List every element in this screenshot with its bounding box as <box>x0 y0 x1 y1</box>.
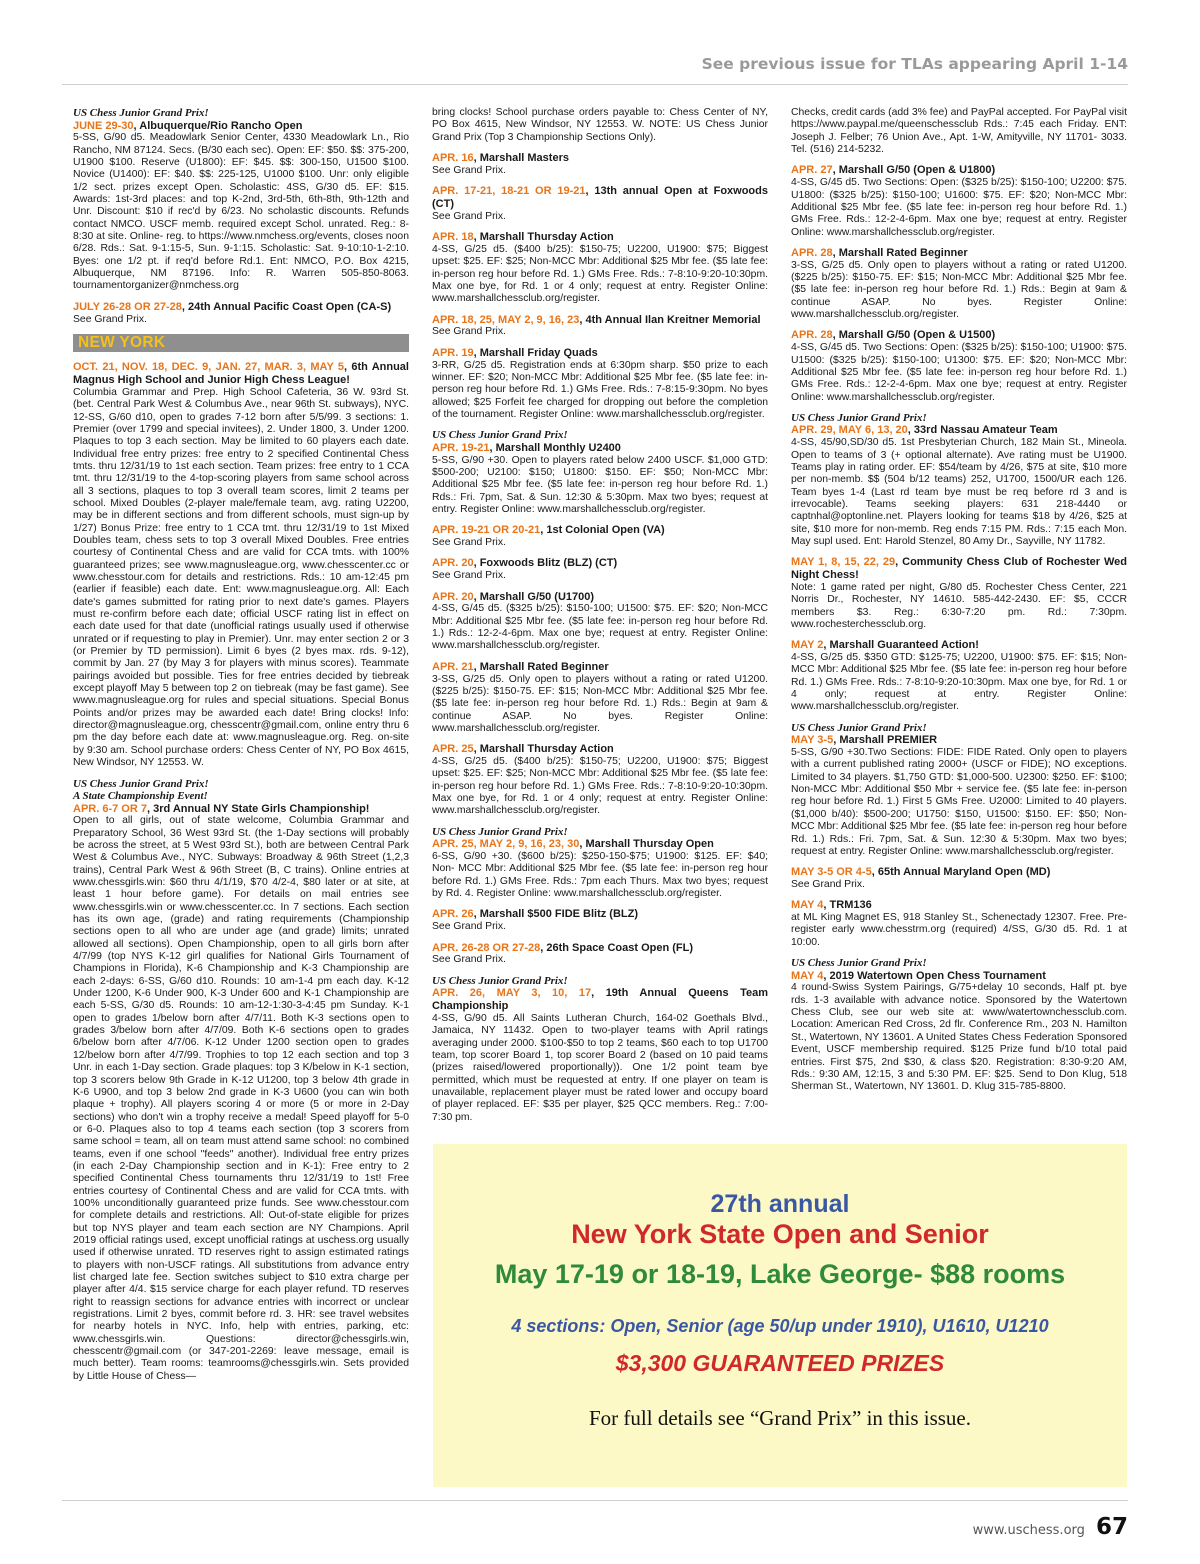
heading-separator: , <box>540 941 547 954</box>
event-details <box>432 851 768 900</box>
event-title: Marshall Rated Beginner <box>479 660 609 673</box>
event-title: 13th annual Open at Foxwoods (CT) <box>432 185 768 210</box>
event-listing <box>73 361 409 769</box>
event-detail-text: See Grand Prix. <box>432 326 506 338</box>
event-heading <box>432 591 768 604</box>
heading-separator: , <box>823 969 830 982</box>
event-listing <box>432 314 768 339</box>
heading-separator: , <box>473 557 480 570</box>
heading-separator: , <box>823 639 830 652</box>
event-title: Marshall PREMIER <box>839 734 938 747</box>
event-title: 3rd Annual NY State Girls Championship! <box>153 802 370 815</box>
event-title: 33rd Nassau Amateur Team <box>913 424 1058 437</box>
event-dates: OCT. 21, NOV. 18, DEC. 9, JAN. 27, MAR. 3, MAY 5 <box>73 361 344 374</box>
event-listing <box>432 908 768 933</box>
event-details <box>73 314 409 326</box>
event-details <box>432 244 768 306</box>
event-dates: JULY 26-28 OR 27-28 <box>73 300 182 313</box>
heading-separator: , <box>133 119 140 132</box>
event-title: Marshall $500 FIDE Blitz (BLZ) <box>479 908 639 921</box>
event-details <box>791 177 1127 239</box>
event-listing <box>432 524 768 549</box>
event-dates: APR. 19 <box>432 346 474 359</box>
event-heading <box>432 987 768 1013</box>
heading-separator: , <box>871 866 878 879</box>
event-dates: APR. 20 <box>432 590 474 603</box>
event-listing <box>791 329 1127 404</box>
event-details <box>791 342 1127 404</box>
event-dates: MAY 4 <box>791 969 824 982</box>
heading-separator: , <box>823 899 830 912</box>
event-listing <box>791 107 1127 156</box>
event-details <box>432 921 768 933</box>
nys-open-advertisement <box>433 1144 1127 1487</box>
event-heading <box>791 866 1127 879</box>
ad-dates-location: May 17-19 or 18-19, Lake George- $88 rooms <box>494 1259 1066 1289</box>
event-heading <box>73 120 409 133</box>
event-details <box>432 1013 768 1124</box>
event-detail-text: 4-SS, G/45 d5. Two Sections: Open: ($325 b/25): $150-100; U1900: $75. U1500: ($325 b/25): $150-100; U1300: $75. EF: $20; Non-MCC Mbr: Additional $25 Mbr fee. ($5 late fee: in-person reg hour before Rd. 1.) GMs Free. Rds.: 12-2-4-6pm. Max one bye; request at entry. Register Online: www.marshallchessclub.org/register. <box>791 342 1127 403</box>
event-dates: APR. 27 <box>791 164 833 177</box>
event-heading <box>73 361 409 387</box>
event-heading <box>791 899 1127 912</box>
event-listing <box>791 164 1127 239</box>
event-detail-text: 3-SS, G/25 d5. Only open to players without a rating or rated U1200. ($225 b/25): $150-75. EF: $15; Non-MCC Mbr: Additional $25 Mbr fee. ($5 late fee: in-person reg hour before Rd. 1.) Rds.: Begin at 9am & continue ASAP. No byes. Register Online: www.marshallchessclub.org/register. <box>791 259 1127 321</box>
event-details <box>791 879 1127 891</box>
event-heading <box>791 247 1127 260</box>
heading-separator: , <box>832 164 839 177</box>
ad-prize-fund: $3,300 GUARANTEED PRIZES <box>615 1350 945 1376</box>
event-title: 2019 Watertown Open Chess Tournament <box>829 969 1046 982</box>
event-listing <box>791 957 1127 1093</box>
event-details <box>73 132 409 292</box>
heading-separator: , <box>585 185 595 198</box>
event-dates: APR. 18 <box>432 231 474 244</box>
heading-separator: , <box>473 152 480 165</box>
event-heading <box>432 908 768 921</box>
event-dates: APR. 18, 25, MAY 2, 9, 16, 23 <box>432 313 580 326</box>
event-detail-text: 5-SS, G/90 d5. Meadowlark Senior Center, 4330 Meadowlark Ln., Rio Rancho, NM 87124. Secs. (B/30 each sec). Open: EF: $50. $$: 375-200, U1900 $100. Reserve (U1800): EF: $45. $$: 300-150, U1500 $100. Novice (U1400): EF: $40. $$: 225-125, U1000 $100. Unr: only eligible 1/2 sect. prizes except Open. Scholastic: 4SS, G/30 d5. EF: $15. Awards: 1st-3rd places: and top K-2nd, 3rd-5th, 6th-8th, 9th-12th and Unr. Discount: $10 if rec'd by 6/23. No scholastic discounts. Refunds contact NMCO. USCF memb. required except Schol. unrated. Reg.: 8-8:30 at site. Online- reg. to https://www.nmchess.org/events, closes noon 6/28. Rds.: Sat. 9-1:15-5, Sun. 9-1:15. Scholastic: Sat. 9-10:10-1-2:10. Byes: one 1/2 pt. if req'd before Rd.1. Ent: NMCO, P.O. Box 4215, Albuquerque, NM 87196. Info: R. Warren 505-850-8063. tournamentorganizer@nmchess.org <box>73 132 409 292</box>
footer-url: www.uschess.org <box>972 1523 1085 1538</box>
event-dates: APR. 16 <box>432 152 474 165</box>
event-title: Marshall G/50 (Open & U1800) <box>838 164 996 177</box>
event-heading <box>432 524 768 537</box>
event-listing <box>73 778 409 1384</box>
heading-separator: , <box>591 987 606 1000</box>
event-detail-text: 3-RR, G/25 d5. Registration ends at 6:30pm sharp. $50 prize to each winner. EF: $20; Non-MCC Mbr: Additional $25 Mbr fee. ($5 late fee: in-person reg hour before Rd. 1.) GMs Free. Rds.: 7-8:15-9:30pm. No byes allowed; $25 Forfeit fee charged for dropping out before the completion of the tournament. Register Online: www.marshallchessclub.org/register. <box>432 359 768 420</box>
grand-prix-tag: US Chess Junior Grand Prix! <box>791 411 927 424</box>
event-listing <box>73 107 409 293</box>
event-details <box>791 107 1127 156</box>
event-listing <box>432 591 768 653</box>
event-title: 26th Space Coast Open (FL) <box>546 941 694 954</box>
heading-separator: , <box>832 329 839 342</box>
event-listing <box>432 826 768 901</box>
event-detail-text: 6-SS, G/90 +30. ($600 b/25): $250-150-$75; U1900: $125. EF: $40; Non- MCC Mbr: Additional $25 Mbr fee. ($5 late fee: in-person reg hour before Rd. 1.) GMs Free. Rds.: 7pm each Thurs. Max two byes; request by Rd. 4. Register Online: www.marshallchessclub.org/register. <box>432 851 768 900</box>
event-dates: APR. 17-21, 18-21 OR 19-21 <box>432 185 586 198</box>
event-details <box>432 107 768 144</box>
heading-separator: , <box>146 802 154 815</box>
grand-prix-tag: US Chess Junior Grand Prix! <box>432 429 568 442</box>
event-heading <box>73 803 409 816</box>
heading-separator: , <box>489 441 496 454</box>
event-detail-text: bring clocks! School purchase orders payable to: Chess Center of NY, PO Box 4615, New Windsor, NY 12553. W. NOTE: US Chess Junior Grand Prix (Top 3 Championship Sections Only). <box>432 107 768 143</box>
heading-separator: , <box>473 346 480 359</box>
event-heading <box>432 185 768 211</box>
event-heading <box>432 557 768 570</box>
listing-column-2 <box>432 107 768 1132</box>
event-dates: APR. 26-28 OR 27-28 <box>432 941 541 954</box>
event-title: 19th Annual Queens Team Championship <box>432 987 768 1013</box>
event-title: Marshall Thursday Open <box>585 838 714 851</box>
event-heading <box>432 743 768 756</box>
event-title: 24th Annual Pacific Coast Open (CA-S) <box>187 300 392 313</box>
heading-separator: , <box>579 313 586 326</box>
event-title: Marshall Masters <box>479 152 569 165</box>
event-detail-text: See Grand Prix. <box>432 164 506 176</box>
event-dates: APR. 25, MAY 2, 9, 16, 23, 30 <box>432 838 580 851</box>
event-title: 6th Annual Magnus High School and Junior High Chess League! <box>73 361 409 387</box>
event-heading <box>432 442 768 455</box>
grand-prix-tag: US Chess Junior Grand Prix! <box>791 957 927 970</box>
heading-separator: , <box>344 361 352 374</box>
event-details <box>432 455 768 517</box>
event-dates: MAY 4 <box>791 899 824 912</box>
event-listing <box>432 743 768 818</box>
event-listing <box>432 231 768 306</box>
event-listing <box>791 722 1127 858</box>
event-details <box>432 603 768 652</box>
event-heading <box>791 639 1127 652</box>
event-heading <box>791 970 1127 983</box>
event-listing <box>791 556 1127 631</box>
heading-separator: , <box>473 590 480 603</box>
event-listing <box>432 557 768 582</box>
event-detail-text: 5-SS, G/90 +30. Open to players rated below 2400 USCF. $1,000 GTD: $500-200; U2100: $150; U1800: $150. EF: $50; Non-MCC Mbr: Additional $25 Mbr fee. ($5 late fee: in-person reg hour before Rd. 1.) Rds.: Fri. 7pm, Sat. & Sun. 12:30 & 5:30pm. Max two byes; request at entry. Register Online: www.marshallchessclub.org/register. <box>432 454 768 515</box>
grand-prix-tag: US Chess Junior Grand Prix! <box>432 825 568 838</box>
event-heading <box>791 424 1127 437</box>
event-dates: MAY 3-5 <box>791 734 834 747</box>
event-title: Marshall Rated Beginner <box>838 246 968 259</box>
event-detail-text: See Grand Prix. <box>791 878 865 890</box>
heading-separator: , <box>540 524 547 537</box>
event-title: Community Chess Club of Rochester Wed Night Chess! <box>791 556 1127 582</box>
event-listing <box>432 975 768 1124</box>
event-details <box>791 747 1127 858</box>
event-dates: MAY 3-5 OR 4-5 <box>791 866 872 879</box>
event-details <box>73 815 409 1383</box>
ad-details-note: For full details see “Grand Prix” in this issue. <box>588 1406 972 1430</box>
event-dates: MAY 2 <box>791 639 824 652</box>
event-detail-text: 4 round-Swiss System Pairings, G/75+delay 10 seconds, Half pt. bye rds. 1-3 available with advance notice. Sponsored by the Watertown Chess Club, see our web site at: www/watertownchessclub.com. Location: American Red Cross, 2d flr. Conference Rm., 203 N. Hamilton St., Watertown, NY 13601. A United States Chess Federation Sponsored Event, USCF membership required. $125 Prize fund b/10 total paid entries. First $75, 2nd $30, & class $20. Registration: 8:30-9:20 AM, Rds.: 9:30 AM, 12:15, 3 and 5:30 PM. EF: $25. Send to Don Klug, 518 Sherman St., Watertown, NY 13601. D. Klug 315-785-8800. <box>791 982 1127 1093</box>
event-detail-text: See Grand Prix. <box>432 570 506 582</box>
event-detail-text: Checks, credit cards (add 3% fee) and PayPal accepted. For PayPal visit https://www.paypal.me/queenschessclub Rds.: 7:45 each Friday. ENT: Joseph J. Felber; 76 Union Ave., Apt. 1-W, Amityville, NY 11701- 3033. Tel. (516) 214-5232. <box>791 107 1127 156</box>
event-listing <box>432 107 768 144</box>
event-title: 1st Colonial Open (VA) <box>546 524 665 537</box>
event-heading <box>432 347 768 360</box>
grand-prix-tag: US Chess Junior Grand Prix! <box>73 777 209 790</box>
event-listing <box>432 429 768 516</box>
heading-separator: , <box>832 246 839 259</box>
event-listing <box>791 899 1127 949</box>
event-details <box>791 260 1127 322</box>
listing-column-3 <box>791 107 1127 1102</box>
event-title: Foxwoods Blitz (BLZ) (CT) <box>479 557 618 570</box>
event-dates: APR. 21 <box>432 660 474 673</box>
event-details <box>791 582 1127 631</box>
ad-title: New York State Open and Senior <box>571 1219 989 1249</box>
event-details <box>432 326 768 338</box>
footer-divider <box>62 1500 1128 1501</box>
event-detail-text: at ML King Magnet ES, 918 Stanley St., Schenectady 12307. Free. Pre-register early www.chesstrm.org (required) 4/SS, G/30 d5. Rd. 1 at 10:00. <box>791 912 1127 948</box>
event-title: Marshall G/50 (U1700) <box>479 590 595 603</box>
event-detail-text: 4-SS, G/25 d5. $350 GTD: $125-75; U2200, U1900: $75. EF: $15; Non-MCC Mbr: Additional $25 Mbr fee. ($5 late fee: in-person reg hour before Rd. 1.) GMs Free. Rds.: 7-8:10-9:20-10:30pm. Max one bye, for Rd. 1 or 4 only; request at entry. Register Online: www.marshallchessclub.org/register. <box>791 652 1127 713</box>
event-heading <box>73 301 409 314</box>
event-dates: APR. 25 <box>432 743 474 756</box>
event-detail-text: See Grand Prix. <box>432 210 506 222</box>
event-dates: APR. 28 <box>791 329 833 342</box>
event-listing <box>432 185 768 223</box>
page-header: See previous issue for TLAs appearing April 1-14 <box>701 55 1128 73</box>
event-heading <box>432 231 768 244</box>
event-details <box>432 360 768 422</box>
page-number: 67 <box>1095 1514 1128 1540</box>
event-heading <box>432 942 768 955</box>
event-details <box>432 954 768 966</box>
event-dates: APR. 28 <box>791 246 833 259</box>
event-heading <box>791 329 1127 342</box>
event-heading <box>432 661 768 674</box>
event-heading <box>432 314 768 327</box>
event-listing <box>73 301 409 326</box>
grand-prix-tag: US Chess Junior Grand Prix! <box>432 974 568 987</box>
header-divider <box>62 84 1128 85</box>
event-detail-text: Open to all girls, out of state welcome, Columbia Grammar and Preparatory School, 36 West 93rd St. (the 1-Day sections will probably be across the street, at 5 West 93rd St.), both are between Central Park West & Columbus Ave., NYC. Subways: Broadway & 96th Street (1,2,3 trains), Central Park West & 96th Street (B, C trains). Online entries at www.chessgirls.win: $60 thru 4/1/19, $70 4/2-4, $80 later or at site, at least 1 hour before game). For details on mail entries see www.chessgirls.win or www.chesscenter.cc. In 7 sections. Each section has its own age, (grade) and rating requirements (Championship sections open to all who are under age (and grade) limits; unrated allowed all sections). Open Championship, open to all girls born after 4/7/99 (top NYS K-12 girl qualifies for National Girls Tournament of Champions in Florida), K-6 Championship and K-3 Championship are each 2-days: 6-SS, G/60 d10. Rounds: 10 am-1-4 pm each day. K-12 Under 1200, K-6 Under 900, K-3 Under 600 and K-1 Championship are each 5-SS, G/30 d5. Rounds: 10 am-12-1:30-3-4:45 pm Sunday. K-1 open to grades 1/below born after 4/7/11. Both K-3 sections open to grades 3/below born after 4/7/09. Both K-6 sections open to grades 6/below born after 4/7/06. K-12 Under 1200 section open to grades 12/below born after 4/7/99. Trophies to top 12 each section and top 3 Unr. in each 1-Day section. Grade plaques: top 3 K/below in K-1 section, top 3 scorers below 9th Grade in K-12 U1200, top 3 below 4th grade in K-6 U900, and top 3 below 2nd grade in K-3 U600 (you can win both plaque + trophy). All players scoring 4 or more (5 or more in 2-Day sections) who don't win a trophy receive a medal! Speed playoff for 5-0 or 6-0. Plaques also to top 4 teams each section (top 3 scorers from same school = team, all on team must attend same school: no combined teams, even if one school "feeds" another). Individual free entry prizes (in each 2-Day Championship section and in K-1): Free entry to 2 specified Continental Chess tournaments thru 12/31/19 to 1st! Free entries courtesy of Continental Chess and are valid for CCA tmts. with 100% unconditionally guaranteed prize funds. See www.chesstour.com for complete details and restrictions. All: Out-of-state eligible for prizes but top NYS player and team each section are NY Champions. April 2019 official ratings used, except unofficial ratings at uschess.org usually used if otherwise unrated. TD reserves right to assign estimated ratings to players with non-USCF ratings. All substitutions from advance entry list charged late fee. Section switches subject to $10 extra charge per player after 4/4. $15 service charge for each player refund. TD reserves right to reassign sections for advance entries with incorrect or unclear registrations. Limit 2 byes, commit before rd. 3. HR: see travel websites for nearby hotels in NYC. Info, help with entries, parking, etc: www.chessgirls.win. Questions: director@chessgirls.win, chesscentr@gmail.com (or 347-201-2269: leave message, email is much better). Team rooms: teamrooms@chessgirls.win. Sets provided by Little House of Chess— <box>73 815 409 1382</box>
event-dates: APR. 6-7 OR 7 <box>73 802 147 815</box>
event-dates: APR. 29, MAY 6, 13, 20 <box>791 424 908 437</box>
event-title: Marshall G/50 (Open & U1500) <box>838 329 996 342</box>
grand-prix-tag: US Chess Junior Grand Prix! <box>791 721 927 734</box>
event-title: Marshall Thursday Action <box>479 743 614 756</box>
event-heading <box>432 838 768 851</box>
event-details <box>791 982 1127 1093</box>
event-dates: APR. 19-21 OR 20-21 <box>432 524 541 537</box>
event-dates: MAY 1, 8, 15, 22, 29 <box>791 556 896 569</box>
event-heading <box>432 152 768 165</box>
event-detail-text: Columbia Grammar and Prep. High School Cafeteria, 36 W. 93rd St. (bet. Central Park West & Columbus Ave., near 96th St. subways), NYC. 12-SS, G/60 d10, open to grades 7-12 born after 5/5/99. 3 sections: 1. Premier (over 1799 and special invitees), 2. Under 1800, 3. Under 1200. Plaques to top 3 each section. May be limited to 60 players each date. Individual free entry prizes: free entry to 2 specified Continental Chess tmts. thru 12/31/19 to 1st each section. Team prizes: free entry to 1 CCA tmt. thru 12/31/19 to the 4-top-scoring players from same school across all 3 sections, plaques to top 3 overall team scores, limit 2 teams per school. Mixed Doubles (2-player male/female team, avg. rating U2200, may be in different sections and from different schools, must sign-up by 1/27) Bonus Prize: free entry to 1 CCA tmt. thru 12/31/19 to 1st Mixed Doubles team, chess sets to top 3 overall Mixed Doubles. Free entries courtesy of Continental Chess and are valid for CCA tmts. with 100% guaranteed prizes; see www.magnusleague.org, www.chesscenter.cc or www.chesstour.com for details and restrictions. Rds.: 10 am-12:45 pm (earlier if feasible) each date. Ent: www.magnusleague.org. All: Each date's games submitted for rating prior to next date's games. Players must re-confirm before each date; official USCF rating list in effect on each date used for that date (unofficial ratings usually used if otherwise unrated or if requesting to play in Premier). Unr. may enter section 2 or 3 (or Premier by TD permission). Limit 6 byes (2 byes max. rds. 9-12), commit by Jan. 27 (by May 3 for players with minus scores). Teammate pairings avoided but possible. Ties for free entries decided by tiebreak except playoff May 5 between top 2 on tiebreak (may be fast game). See www.magnusleague.org for rules and special situations. Special Bonus Points and/or prizes may be awarded each date! Bring clocks! Info: director@magnusleague.org, chesscentr@gmail.com, online entry thru 6 pm the day before each date at: www.magnusleague.org. Reg. on-site by 9:30 am. School purchase orders: Chess Center of NY, PO Box 4615, New Windsor, NY 12553. W. <box>73 386 409 769</box>
event-heading <box>791 734 1127 747</box>
event-detail-text: 4-SS, G/25 d5. ($400 b/25): $150-75; U2200, U1900: $75; Biggest upset: $25. EF: $25; Non-MCC Mbr: Additional $25 Mbr fee. ($5 late fee: in-person reg hour before Rd. 1.) GMs Free. Rds.: 7-8:10-9:20-10:30pm. Max one bye, for Rd. 1 or 4 only; request at entry. Register Online: www.marshallchessclub.org/register. <box>432 756 768 817</box>
ad-edition-line: 27th annual <box>710 1190 850 1218</box>
event-title: Marshall Monthly U2400 <box>495 441 621 454</box>
event-detail-text: 4-SS, G/45 d5. Two Sections: Open: ($325 b/25): $150-100; U2200: $75. U1800: ($325 b/25): $150-100; U1600: $75. EF: $20; Non-MCC Mbr: Additional $25 Mbr fee. ($5 late fee: in-person reg hour before Rd. 1.) GMs Free. Rds.: 12-2-4-6pm. Max one bye; request at entry. Register Online: www.marshallchessclub.org/register. <box>791 177 1127 238</box>
event-dates: APR. 19-21 <box>432 441 490 454</box>
state-heading: NEW YORK <box>73 334 409 352</box>
event-details <box>432 537 768 549</box>
event-detail-text: 4-SS, G/45 d5. ($325 b/25): $150-100; U1500: $75. EF: $20; Non-MCC Mbr: Additional $25 Mbr fee. ($5 late fee: in-person reg hour before Rd. 1.) Rds.: 12-2-4-6pm. Max one bye; request at entry. Register Online: www.marshallchessclub.org/register. <box>432 603 768 652</box>
event-detail-text: See Grand Prix. <box>432 921 506 933</box>
event-detail-text: See Grand Prix. <box>73 313 147 325</box>
event-details <box>432 211 768 223</box>
event-listing <box>432 942 768 967</box>
event-listing <box>791 247 1127 322</box>
event-details <box>432 165 768 177</box>
event-title: Albuquerque/Rio Rancho Open <box>139 119 303 132</box>
event-title: Marshall Friday Quads <box>479 346 598 359</box>
event-details <box>73 387 409 770</box>
event-detail-text: See Grand Prix. <box>432 954 506 966</box>
event-title: TRM136 <box>829 899 872 912</box>
event-details <box>432 756 768 818</box>
event-details <box>791 652 1127 714</box>
heading-separator: , <box>895 556 903 569</box>
heading-separator: , <box>181 300 188 313</box>
event-dates: APR. 20 <box>432 557 474 570</box>
event-listing <box>791 412 1127 548</box>
listing-column-1 <box>73 107 409 1391</box>
heading-separator: , <box>833 734 840 747</box>
heading-separator: , <box>473 660 480 673</box>
event-detail-text: 3-SS, G/25 d5. Only open to players without a rating or rated U1200. ($225 b/25): $150-75. EF: $15; Non-MCC Mbr: Additional $25 Mbr fee. ($5 late fee: in-person reg hour before Rd. 1.) Rds.: Begin at 9am & continue ASAP. No byes. Register Online: www.marshallchessclub.org/register. <box>432 673 768 734</box>
heading-separator: , <box>473 908 480 921</box>
event-listing <box>432 152 768 177</box>
event-listing <box>791 866 1127 891</box>
event-dates: JUNE 29-30 <box>73 119 134 132</box>
event-detail-text: Note: 1 game rated per night, G/80 d5. Rochester Chess Center, 221 Norris Dr., Rochester, NY 14610. 585-442-2430. EF: $5, CCCR members $3. Reg.: 6:30-7:20 pm. Rd.: 7:30pm. www.rochesterchessclub.org. <box>791 581 1127 630</box>
event-title: Marshall Guaranteed Action! <box>829 639 979 652</box>
event-listing <box>791 639 1127 714</box>
event-details <box>791 912 1127 949</box>
heading-separator: , <box>473 231 480 244</box>
event-dates: APR. 26, MAY 3, 10, 17 <box>432 987 592 1000</box>
event-listing <box>432 661 768 736</box>
event-detail-text: See Grand Prix. <box>432 537 506 549</box>
grand-prix-tag: US Chess Junior Grand Prix! <box>73 107 209 119</box>
ad-sections: 4 sections: Open, Senior (age 50/up under 1910), U1610, U1210 <box>511 1316 1049 1336</box>
event-dates: APR. 26 <box>432 908 474 921</box>
event-details <box>432 674 768 736</box>
event-detail-text: 4-SS, G/90 d5. All Saints Lutheran Church, 164-02 Goethals Blvd., Jamaica, NY 11432. Open to two-player teams with April ratings averaging under 2000. $100-$50 to top 2 teams, $60 each to top U1700 team, top scorer Board 1, top scorer Board 2 (based on 10 paid teams (prizes raised/lowered proportionally)). One 1/2 point team bye permitted, which must be requested at entry. If one player on team is unavailable, replacement player must be rated lower and occupy board of player replaced. EF: $35 per player, $25 QCC members. Reg.: 7:00-7:30 pm. <box>432 1012 768 1123</box>
event-details <box>432 570 768 582</box>
event-title: 4th Annual Ilan Kreitner Memorial <box>585 313 761 326</box>
event-title: Marshall Thursday Action <box>479 231 614 244</box>
event-title: 65th Annual Maryland Open (MD) <box>877 866 1051 879</box>
heading-separator: , <box>907 424 914 437</box>
event-listing <box>432 347 768 422</box>
event-detail-text: 4-SS, 45/90,SD/30 d5. 1st Presbyterian Church, 182 Main St., Mineola. Open to teams of 3 (+ optional alternate). Ave rating must be U1900. Teams play in rating order. EF: $54/team by 4/26, $75 at site, $10 more per non-memb. $$ (504 b/12 teams) 252, U1700, 1500/UR each 126. Team byes 1-4 (Last rd team bye must be req before rd 3 and is irrevocable). Teams seeking players: 631 218-4440 or captnhal@optonline.net. Players looking for teams $18 by 4/26, $25 at site, $10 more for non-memb. Reg ends 7:15 PM. Rds.: 7:15 each Mon. May supl used. Ent: Harold Stenzel, 80 Amy Dr., Sayville, NY 11782. <box>791 437 1127 547</box>
event-detail-text: 4-SS, G/25 d5. ($400 b/25): $150-75; U2200, U1900: $75; Biggest upset: $25. EF: $25; Non-MCC Mbr: Additional $25 Mbr fee. ($5 late fee: in-person reg hour before Rd. 1.) GMs Free. Rds.: 7-8:10-9:20-10:30pm. Max one bye, for Rd. 1 or 4 only; request at entry. Register Online: www.marshallchessclub.org/register. <box>432 243 768 305</box>
page-footer <box>973 1514 1128 1540</box>
championship-tag: A State Championship Event! <box>73 790 208 802</box>
heading-separator: , <box>579 838 586 851</box>
event-detail-text: 5-SS, G/90 +30.Two Sections: FIDE: FIDE Rated. Only open to players with a current published rating 2000+ (USCF or FIDE); NO exceptions. Limited to 34 players. $1,750 GTD: $1,000-500. U2300: $250. EF: $100; Non-MCC Mbr: Additional $50 Mbr + service fee. ($5 late fee: in-person reg hour before Rd. 1.) First 5 GMs Free. U2000: Limited to 40 players. ($1,000 b/40): $500-200; U1750: $150, U1500: $150. EF: $50; Non-MCC Mbr: Additional $25 Mbr fee. ($5 late fee: in-person reg hour before Rd. 1.) Rds.: Fri. 7pm, Sat. & Sun. 12:30 & 5:30pm. Max two byes; request at entry. Register Online: www.marshallchessclub.org/register. <box>791 747 1127 857</box>
event-details <box>791 437 1127 548</box>
heading-separator: , <box>473 743 480 756</box>
event-heading <box>791 556 1127 582</box>
event-heading <box>791 164 1127 177</box>
